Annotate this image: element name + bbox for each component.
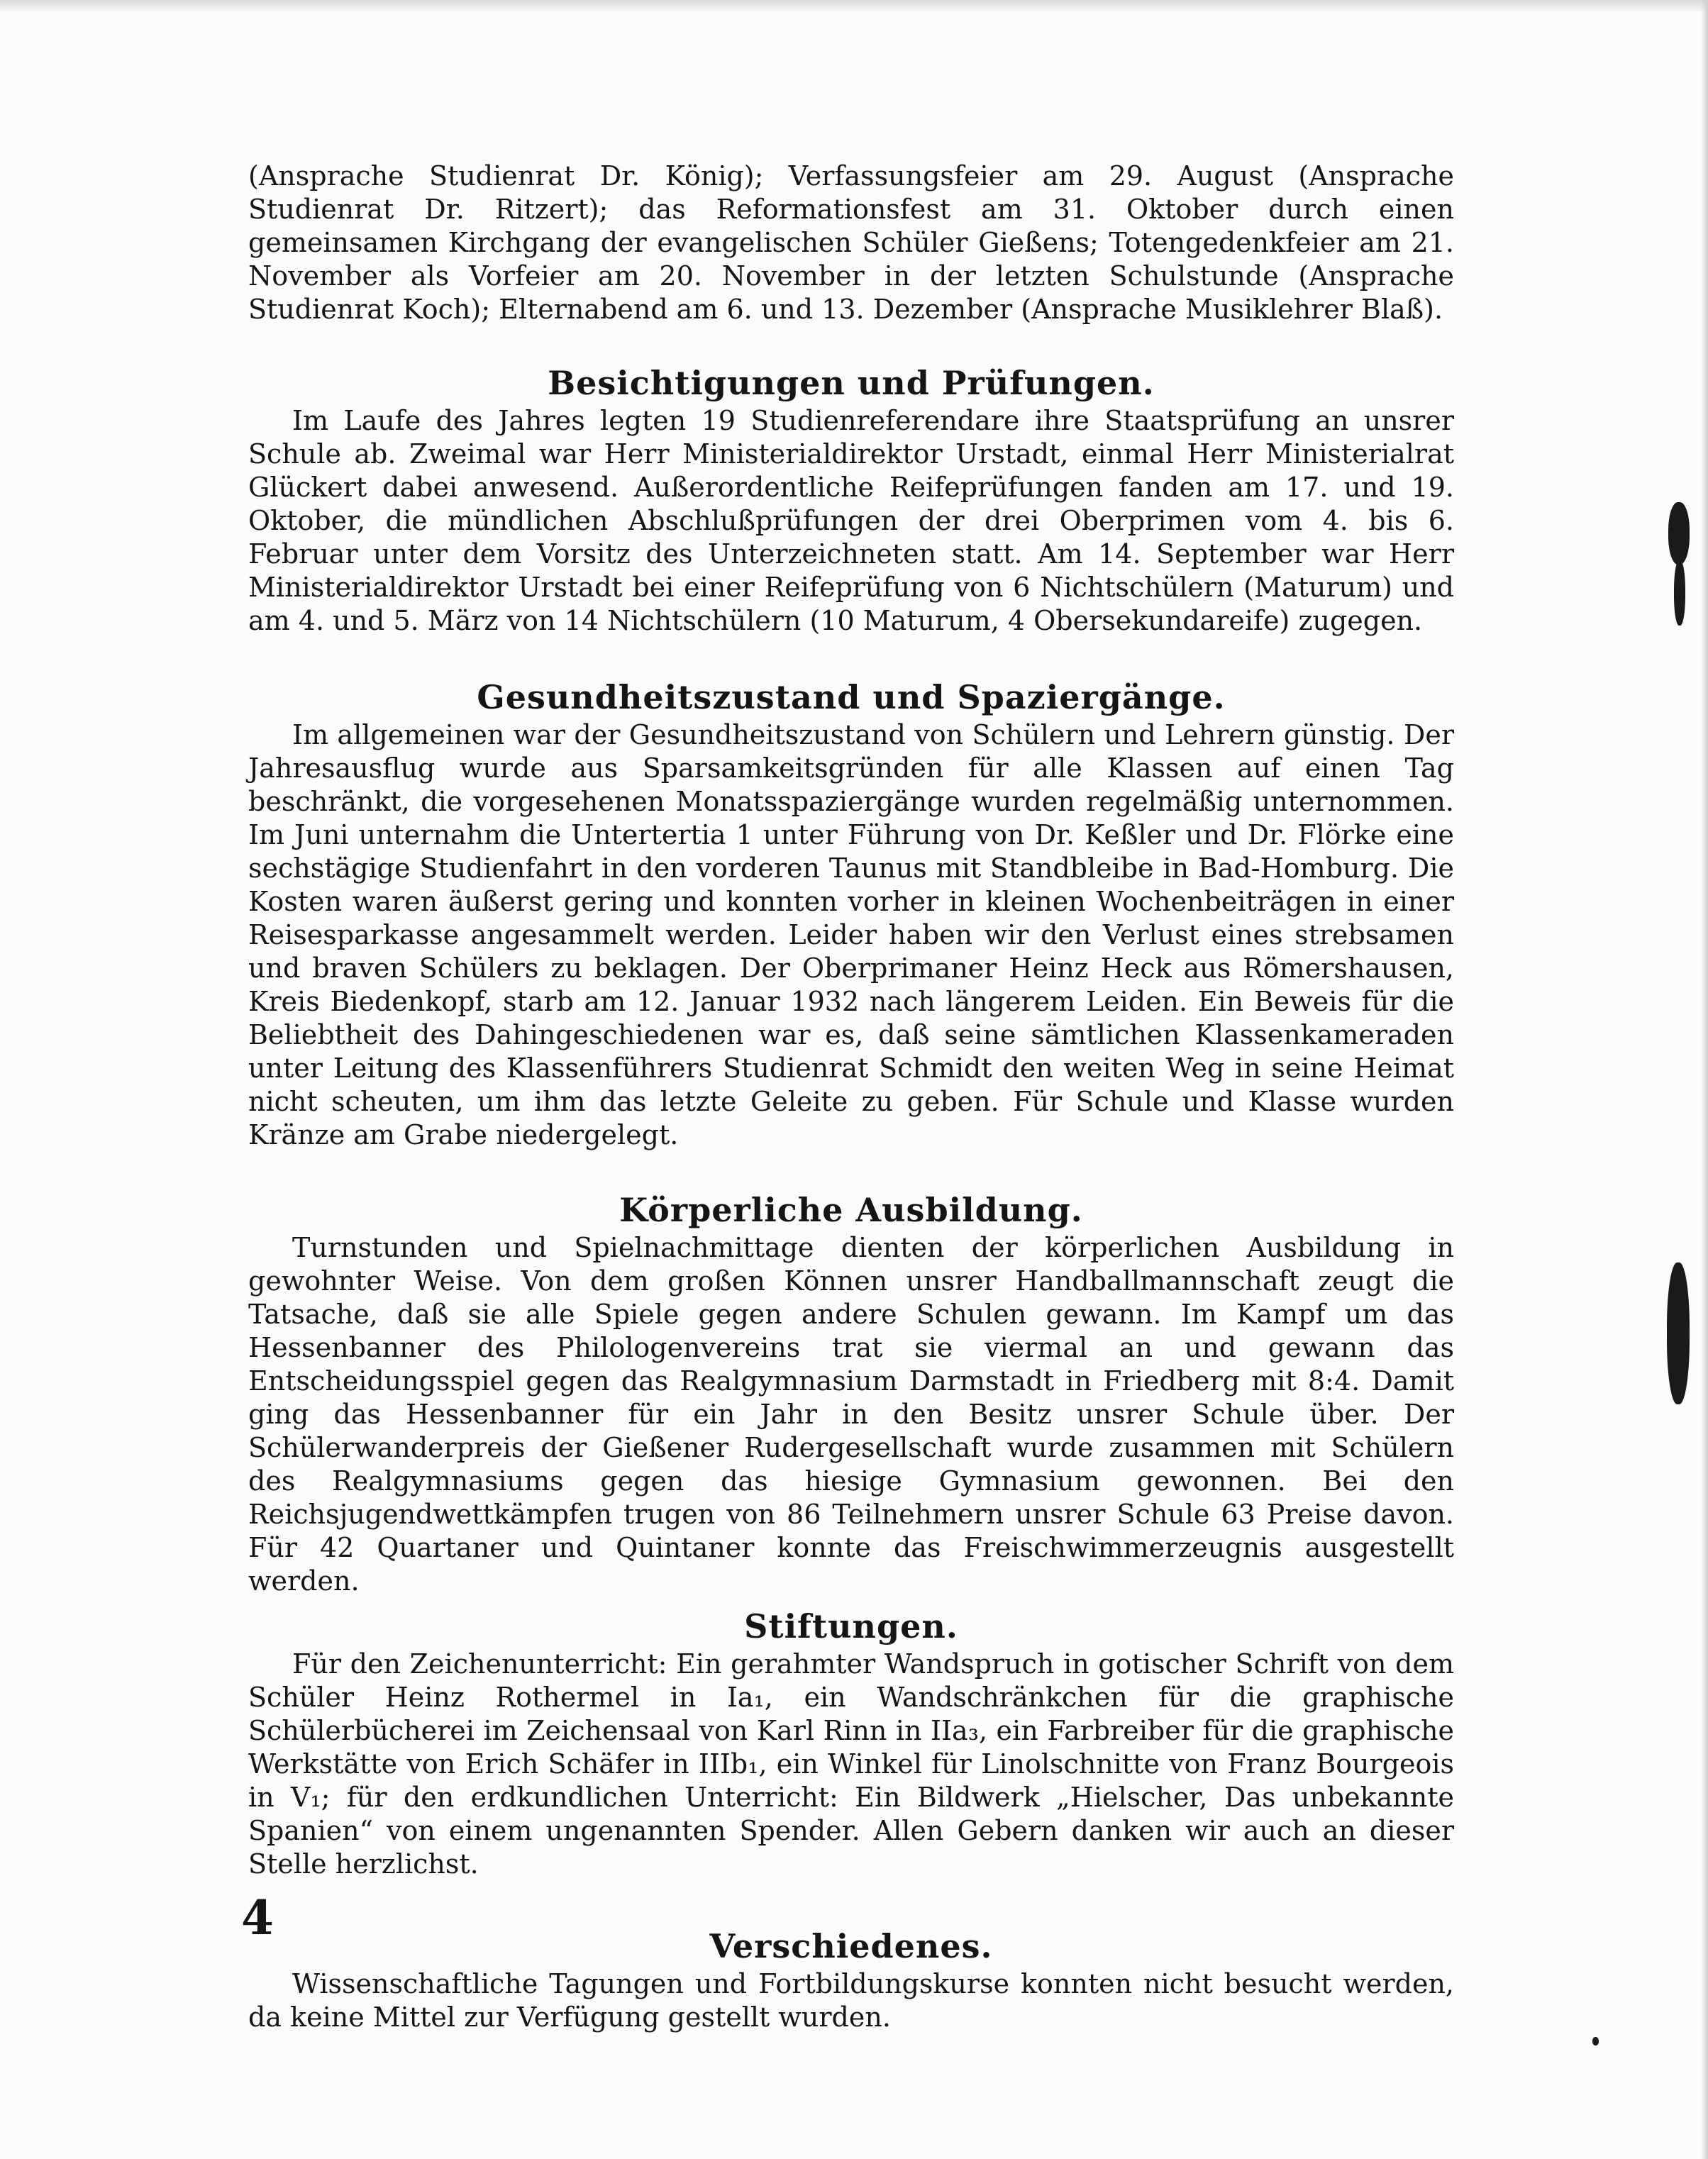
heading-gesundheitszustand: Gesundheitszustand und Spaziergänge.	[477, 678, 1226, 716]
heading-koerperliche-ausbildung: Körperliche Ausbildung.	[619, 1191, 1083, 1229]
paragraph-gesundheitszustand: Im allgemeinen war der Gesundheitszustand von Schülern und Lehrern günstig. Der Jahresausflug wurde aus Sparsamkeitsgründen für alle Klassen auf einen Tag beschränkt, die vorgesehenen Monatsspaziergänge wurden regelmäßig unternommen. Im Juni unternahm die Untertertia 1 unter Führung von Dr. Keßler und Dr. Flörke eine sechstägige Studienfahrt in den vorderen Taunus mit Standbleibe in Bad-Homburg. Die Kosten waren äußerst gering und konnten vorher in kleinen Wochenbeiträgen in einer Reisesparkasse angesammelt werden. Leider haben wir den Verlust eines strebsamen und braven Schülers zu beklagen. Der Oberprimaner Heinz Heck aus Römershausen, Kreis Biedenkopf, starb am 12. Januar 1932 nach längerem Leiden. Ein Beweis für die Beliebtheit des Dahingeschiedenen war es, daß seine sämtlichen Klassenkameraden unter Leitung des Klassenführers Studienrat Schmidt den weiten Weg in seine Heimat nicht scheuten, um ihm das letzte Geleite zu geben. Für Schule und Klasse wurden Kränze am Grabe niedergelegt.	[248, 719, 1454, 1150]
heading-besichtigungen: Besichtigungen und Prüfungen.	[548, 364, 1155, 402]
intro-paragraph: (Ansprache Studienrat Dr. König); Verfassungsfeier am 29. August (Ansprache Studienrat Dr. Ritzert); das Reformationsfest am 31. Oktober durch einen gemeinsamen Kirchgang der evangelischen Schüler Gießens; Totengedenkfeier am 21. November als Vorfeier am 20. November in der letzten Schulstunde (Ansprache Studienrat Koch); Elternabend am 6. und 13. Dezember (Ansprache Musiklehrer Blaß).	[248, 160, 1454, 325]
page-number: 4	[241, 1890, 274, 1946]
ink-dot-bottom	[1592, 2037, 1599, 2046]
heading-verschiedenes: Verschiedenes.	[709, 1927, 993, 1965]
ink-blot-upper	[1668, 502, 1690, 565]
paragraph-stiftungen: Für den Zeichenunterricht: Ein gerahmter Wandspruch in gotischer Schrift von dem Schüler Heinz Rothermel in Ia₁, ein Wandschränkchen für die graphische Schülerbücherei im Zeichensaal von Karl Rinn in IIa₃, ein Farbreiber für die graphische Werkstätte von Erich Schäfer in IIIb₁, ein Winkel für Linolschnitte von Franz Bourgeois in V₁; für den erdkundlichen Unterricht: Ein Bildwerk „Hielscher, Das unbekannte Spanien“ von einem ungenannten Spender. Allen Gebern danken wir auch an dieser Stelle herzlichst.	[248, 1648, 1454, 1880]
paragraph-verschiedenes: Wissenschaftliche Tagungen und Fortbildungskurse konnten nicht besucht werden, da keine Mittel zur Verfügung gestellt wurden.	[248, 1968, 1454, 2033]
ink-blot-lower	[1667, 1262, 1690, 1404]
ink-blot-upper-tail	[1674, 560, 1685, 626]
paragraph-besichtigungen: Im Laufe des Jahres legten 19 Studienreferendare ihre Staatsprüfung an unsrer Schule ab. Zweimal war Herr Ministerialdirektor Urstadt, einmal Herr Ministerialrat Glückert dabei anwesend. Außerordentliche Reifeprüfungen fanden am 17. und 19. Oktober, die mündlichen Abschlußprüfungen der drei Oberprimen vom 4. bis 6. Februar unter dem Vorsitz des Unterzeichneten statt. Am 14. September war Herr Ministerialdirektor Urstadt bei einer Reifeprüfung von 6 Nichtschülern (Maturum) und am 4. und 5. März von 14 Nichtschülern (10 Maturum, 4 Obersekundareife) zugegen.	[248, 405, 1454, 636]
paragraph-koerperliche-ausbildung: Turnstunden und Spielnachmittage dienten der körperlichen Ausbildung in gewohnter Weise. Von dem großen Können unsrer Handballmannschaft zeugt die Tatsache, daß sie alle Spiele gegen andere Schulen gewann. Im Kampf um das Hessenbanner des Philologenvereins trat sie viermal an und gewann das Entscheidungsspiel gegen das Realgymnasium Darmstadt in Friedberg mit 8:4. Damit ging das Hessenbanner für ein Jahr in den Besitz unsrer Schule über. Der Schülerwanderpreis der Gießener Rudergesellschaft wurde zusammen mit Schülern des Realgymnasiums gegen das hiesige Gymnasium gewonnen. Bei den Reichsjugendwettkämpfen trugen von 86 Teilnehmern unsrer Schule 63 Preise davon. Für 42 Quartaner und Quintaner konnte das Freischwimmerzeugnis ausgestellt werden.	[248, 1232, 1454, 1597]
heading-stiftungen: Stiftungen.	[744, 1607, 958, 1645]
document-body	[248, 157, 1454, 2034]
scan-edge-right	[1701, 0, 1708, 2159]
scan-edge-top	[0, 0, 1708, 13]
